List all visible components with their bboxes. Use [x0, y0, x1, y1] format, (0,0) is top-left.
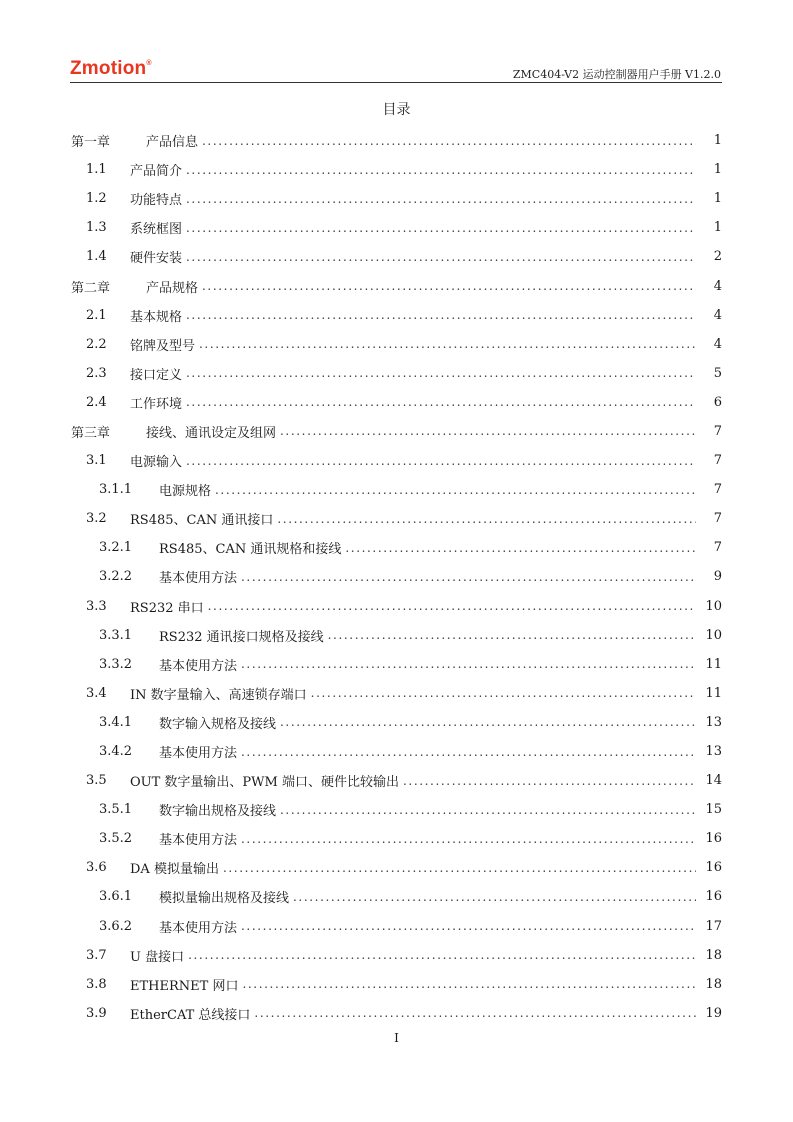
toc-entry-page: 14 [705, 773, 722, 789]
toc-entry-page: 1 [713, 162, 722, 178]
toc-entry-page: 5 [713, 365, 722, 381]
toc-entry-number: 3.3.1 [99, 627, 133, 643]
toc-entry-title: 基本使用方法 [159, 658, 238, 674]
toc-entry-title: 模拟量输出规格及接线 [159, 891, 290, 907]
toc-entry-number: 3.3 [86, 598, 107, 614]
toc-entry-number: 第三章 [71, 425, 111, 441]
logo-registered-mark: ® [146, 60, 152, 67]
toc-entry-title: RS485、CAN 通讯接口 [130, 513, 274, 529]
toc-entry-number: 1.2 [86, 191, 107, 207]
toc-entry-page: 6 [713, 394, 722, 410]
toc-entry-title: ETHERNET 网口 [130, 978, 239, 994]
toc-entry[interactable] [71, 359, 722, 388]
toc-entry-number: 2.1 [86, 307, 107, 323]
toc-entry-page: 1 [713, 191, 722, 207]
toc-dot-leader [186, 453, 696, 469]
toc-dot-leader [280, 423, 696, 439]
toc-entry-number: 3.5.1 [99, 802, 133, 818]
toc-entry-number: 3.4.1 [99, 714, 133, 730]
toc-entry-page: 10 [705, 627, 722, 643]
toc-entry-number: 3.6.1 [99, 889, 133, 905]
toc-entry-title: RS232 串口 [130, 600, 204, 616]
toc-entry-page: 9 [713, 569, 722, 585]
toc-entry-title: 接线、通讯设定及组网 [146, 425, 277, 441]
toc-entry-title: 产品信息 [146, 135, 199, 151]
toc-entry-title: 数字输出规格及接线 [159, 804, 277, 820]
toc-dot-leader [186, 365, 696, 381]
toc-entry-page: 4 [713, 336, 722, 352]
toc-entry-title: 功能特点 [130, 193, 183, 209]
logo-text: Zmotion [70, 58, 147, 79]
toc-entry-number: 3.6.2 [99, 918, 133, 934]
toc-entry-page: 16 [705, 889, 722, 905]
header-divider [70, 82, 722, 83]
toc-dot-leader [215, 482, 696, 498]
toc-entry-title: OUT 数字量输出、PWM 端口、硬件比较输出 [130, 775, 399, 791]
toc-entry[interactable] [71, 679, 722, 708]
toc-entry-number: 第二章 [71, 280, 111, 296]
toc-entry-title: IN 数字量输入、高速锁存端口 [130, 687, 307, 703]
toc-entry-title: 基本使用方法 [159, 746, 238, 762]
toc-dot-leader [241, 656, 696, 672]
toc-entry-title: 硬件安装 [130, 251, 183, 267]
toc-entry-title: 数字输入规格及接线 [159, 716, 277, 732]
toc-entry[interactable] [71, 562, 722, 591]
toc-entry-number: 3.5 [86, 773, 107, 789]
toc-dot-leader [242, 976, 696, 992]
toc-entry-title: 电源输入 [130, 455, 183, 471]
toc-entry[interactable] [71, 475, 722, 504]
toc-entry-title: 铭牌及型号 [130, 338, 196, 354]
toc-entry[interactable] [71, 213, 722, 242]
toc-dot-leader [186, 394, 696, 410]
toc-entry-page: 18 [705, 947, 722, 963]
toc-dot-leader [277, 511, 696, 527]
toc-entry-number: 3.8 [86, 976, 107, 992]
toc-entry-page: 10 [705, 598, 722, 614]
toc-entry-number: 3.2 [86, 511, 107, 527]
toc-dot-leader [293, 889, 696, 905]
toc-entry-number: 1.3 [86, 220, 107, 236]
toc-entry[interactable] [71, 155, 722, 184]
toc-entry[interactable] [71, 330, 722, 359]
toc-entry-number: 3.6 [86, 860, 107, 876]
toc-dot-leader [345, 540, 696, 556]
toc-entry-number: 第一章 [71, 135, 111, 151]
toc-entry[interactable] [71, 592, 722, 621]
toc-entry-number: 3.5.2 [99, 831, 133, 847]
toc-entry-page: 7 [713, 482, 722, 498]
toc-entry-title: RS232 通讯接口规格及接线 [159, 629, 324, 645]
toc-entry-page: 7 [713, 423, 722, 439]
toc-dot-leader [186, 249, 696, 265]
toc-entry-number: 3.1.1 [99, 482, 133, 498]
toc-dot-leader [186, 162, 696, 178]
toc-entry-page: 4 [713, 278, 722, 294]
toc-dot-leader [188, 947, 696, 963]
toc-dot-leader [241, 744, 696, 760]
toc-entry[interactable] [71, 650, 722, 679]
toc-entry-page: 19 [705, 1005, 722, 1021]
toc-entry[interactable] [71, 126, 722, 155]
toc-entry[interactable] [71, 795, 722, 824]
toc-entry[interactable] [71, 941, 722, 970]
company-logo [70, 58, 152, 80]
toc-entry-title: 工作环境 [130, 396, 183, 412]
toc-dot-leader [280, 802, 696, 818]
toc-entry[interactable] [71, 242, 722, 271]
toc-entry-title: 基本使用方法 [159, 833, 238, 849]
toc-entry-title: 产品规格 [146, 280, 199, 296]
toc-entry-page: 16 [705, 831, 722, 847]
toc-entry-page: 15 [705, 802, 722, 818]
toc-entry[interactable] [71, 766, 722, 795]
toc-entry[interactable] [71, 970, 722, 999]
toc-entry-page: 4 [713, 307, 722, 323]
toc-entry-title: 接口定义 [130, 367, 183, 383]
toc-entry-number: 3.2.2 [99, 569, 133, 585]
toc-entry[interactable] [71, 882, 722, 911]
toc-entry[interactable] [71, 708, 722, 737]
toc-entry-page: 1 [713, 133, 722, 149]
toc-entry-number: 3.2.1 [99, 540, 133, 556]
toc-dot-leader [311, 685, 696, 701]
toc-entry-number: 1.1 [86, 162, 107, 178]
toc-dot-leader [208, 598, 696, 614]
toc-entry-number: 3.4 [86, 685, 107, 701]
toc-entry[interactable] [71, 533, 722, 562]
toc-entry-title: 系统框图 [130, 222, 183, 238]
toc-entry-title: U 盘接口 [130, 949, 185, 965]
toc-dot-leader [241, 918, 696, 934]
toc-dot-leader [202, 278, 696, 294]
toc-entry-number: 2.2 [86, 336, 107, 352]
toc-dot-leader [328, 627, 696, 643]
toc-entry-number: 3.4.2 [99, 744, 133, 760]
toc-entry[interactable] [71, 184, 722, 213]
toc-dot-leader [254, 1005, 696, 1021]
toc-entry-page: 18 [705, 976, 722, 992]
toc-entry[interactable] [71, 912, 722, 941]
toc-entry[interactable] [71, 853, 722, 882]
toc-entry-title: DA 模拟量输出 [130, 862, 219, 878]
toc-entry-title: RS485、CAN 通讯规格和接线 [159, 542, 342, 558]
toc-dot-leader [403, 773, 696, 789]
toc-entry-page: 16 [705, 860, 722, 876]
toc-dot-leader [199, 336, 696, 352]
toc-entry[interactable] [71, 417, 722, 446]
page-number: I [394, 1031, 399, 1045]
toc-entry-title: 电源规格 [159, 484, 212, 500]
toc-entry-page: 7 [713, 453, 722, 469]
toc-entry[interactable] [71, 621, 722, 650]
toc-dot-leader [202, 133, 696, 149]
toc-dot-leader [223, 860, 696, 876]
toc-entry-number: 1.4 [86, 249, 107, 265]
toc-entry-title: EtherCAT 总线接口 [130, 1007, 251, 1023]
toc-entry-page: 1 [713, 220, 722, 236]
toc-dot-leader [186, 191, 696, 207]
toc-dot-leader [186, 307, 696, 323]
toc-entry[interactable] [71, 999, 722, 1028]
toc-entry-page: 13 [705, 744, 722, 760]
table-of-contents [71, 126, 722, 1028]
toc-entry-number: 3.7 [86, 947, 107, 963]
toc-entry-number: 3.1 [86, 453, 107, 469]
toc-entry[interactable] [71, 301, 722, 330]
toc-dot-leader [186, 220, 696, 236]
toc-entry-title: 产品简介 [130, 164, 183, 180]
toc-entry[interactable] [71, 504, 722, 533]
toc-title: 目录 [382, 102, 411, 118]
document-header-title: ZMC404-V2 运动控制器用户手册 V1.2.0 [512, 68, 721, 81]
toc-entry-page: 7 [713, 540, 722, 556]
toc-entry-number: 2.3 [86, 365, 107, 381]
toc-entry[interactable] [71, 737, 722, 766]
toc-entry[interactable] [71, 446, 722, 475]
toc-dot-leader [241, 569, 696, 585]
toc-dot-leader [241, 831, 696, 847]
toc-entry-number: 3.3.2 [99, 656, 133, 672]
toc-entry-page: 2 [713, 249, 722, 265]
toc-entry-title: 基本规格 [130, 309, 183, 325]
toc-entry-page: 13 [705, 714, 722, 730]
toc-entry-page: 11 [705, 685, 722, 701]
toc-entry[interactable] [71, 388, 722, 417]
toc-entry-number: 3.9 [86, 1005, 107, 1021]
toc-entry-page: 11 [705, 656, 722, 672]
toc-entry-page: 7 [713, 511, 722, 527]
toc-entry-page: 17 [705, 918, 722, 934]
toc-entry[interactable] [71, 271, 722, 300]
toc-entry-title: 基本使用方法 [159, 571, 238, 587]
toc-dot-leader [280, 714, 696, 730]
toc-entry[interactable] [71, 824, 722, 853]
toc-entry-title: 基本使用方法 [159, 920, 238, 936]
toc-entry-number: 2.4 [86, 394, 107, 410]
